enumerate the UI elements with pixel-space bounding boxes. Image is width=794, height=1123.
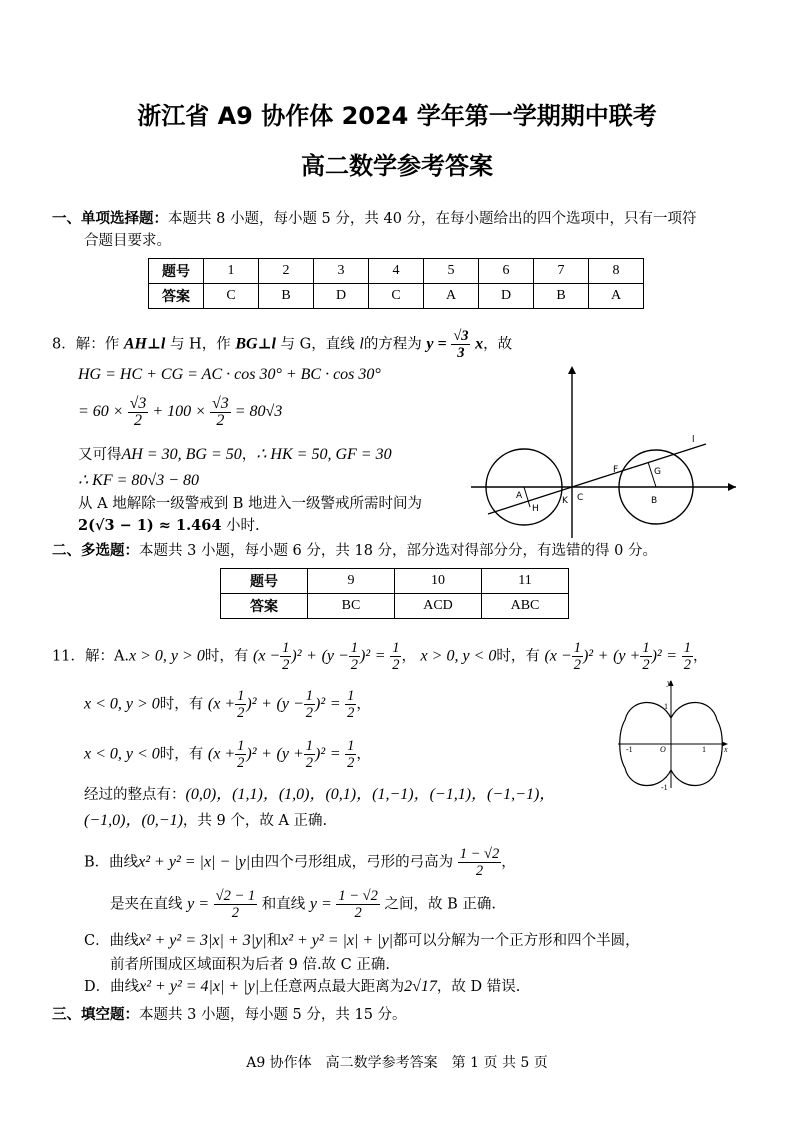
q11-math: (x + [207,695,236,713]
table-header-cell: 答案 [221,594,308,619]
q11-c-line2: 前者所围成区域面积为后者 9 倍.故 C 正确. [110,957,390,973]
table-cell: B [534,284,589,309]
q11-b-line1 [84,846,516,879]
one-half [349,640,360,673]
table-header-cell: 题号 [149,259,204,284]
q11-math: + [597,647,609,665]
q11-text: ， [356,746,371,763]
q11-text: 时，有 [204,648,249,665]
frac-num: 1 [347,738,355,754]
q11-text: 上任意两点最大距离为 [259,979,405,995]
figure-q11 [612,676,734,794]
q8-math: ∴ HK = 50, GF = 30 [256,446,392,463]
label-k: K [562,496,568,506]
q8-text: 又可得 [78,447,122,463]
one-half [640,640,651,673]
q11-math: (y − [276,695,304,713]
frac-den: 2 [392,657,400,673]
q8-line0 [52,328,512,361]
q8-math: AH = 30, BG = 50 [121,446,242,463]
q11-math: (x − [252,647,281,665]
frac-num: 1 [282,640,290,656]
section1-desc1: 本题共 8 小题，每小题 5 分，共 40 分，在每小题给出的四个选项中，只有一项符 [168,211,697,227]
q11-math: = [666,647,678,665]
segment-ah [524,487,530,507]
line-fraction-2 [336,888,380,921]
q11-math: )² [582,647,594,665]
q11-text: ，共 9 个，故 A 正确. [182,813,328,829]
q11-math: x² + y² = |x| − |y| [138,853,251,871]
table-cell: B [259,284,314,309]
table-cell: 3 [314,259,369,284]
q11-math: = [329,745,341,763]
table-cell: 10 [395,569,482,594]
q11-line2 [84,688,371,721]
table-cell: ABC [482,594,569,619]
q11-text: C．曲线 [84,933,139,949]
q8-text: 与 G，直线 [280,336,355,353]
q11-math: )² [315,695,326,713]
q11-intro: 11．解：A. [52,648,130,665]
q11-cond: x < 0, y > 0 [84,695,160,713]
q8-line2-mid: + 100 × [152,403,206,421]
one-half [345,738,356,771]
label-b: B [651,496,658,506]
figure-q8 [468,362,740,540]
frac-num: 1 [237,738,245,754]
q11-math: + [261,745,272,763]
frac-num: 1 [392,640,400,656]
q11-text: ， [401,648,416,665]
table-cell: ACD [395,594,482,619]
q11-points: (−1,0)，(0,−1) [84,812,183,829]
line-l [488,444,706,514]
frac-num: 1 [573,640,581,656]
q8-perp: ⊥ [146,335,161,353]
document-title: 浙江省 A9 协作体 2024 学年第一学期期中联考 [137,102,657,130]
q11-math: )² [291,647,302,665]
q11-b-line2 [110,888,496,921]
q11-text: 时，有 [159,746,204,763]
q11-text: 之间，故 B 正确. [384,896,496,913]
label-f: F [613,465,619,475]
q11-text: 是夹在直线 [110,896,183,913]
frac-den: 2 [237,705,245,721]
q11-text: 经过的整点有： [84,787,186,803]
sqrt3-over-2 [210,396,231,429]
q8-intro: 8．解：作 [52,336,120,353]
q11-math: + [261,695,272,713]
q8-line4: ∴ KF = 80√3 − 80 [78,472,199,489]
frac-den: 2 [216,412,225,429]
q11-math: y = [187,895,210,913]
table-cell: 4 [369,259,424,284]
q11-math: 2√17 [404,978,437,995]
section3-desc: 本题共 3 小题，每小题 5 分，共 15 分。 [139,1007,407,1023]
q11-points-line1 [84,784,555,806]
table-cell: 7 [534,259,589,284]
q11-math: y = [309,895,332,913]
one-half [304,688,315,721]
q11-points: (0,0)，(1,1)，(1,0)，(0,1)，(1,−1)，(−1,1)，(−1,−1)， [185,786,556,803]
q8-line5: 从 A 地解除一级警戒到 B 地进入一级警戒所需时间为 [78,496,423,512]
table-cell: A [589,284,644,309]
frac-num: 1 [642,640,650,656]
q8-ah: AH [123,335,147,353]
frac-num: √2 − 1 [215,888,256,904]
q8-line1: HG = HC + CG = AC · cos 30° + BC · cos 30° [78,366,381,383]
frac-den: 2 [347,755,355,771]
q8-text: 小时. [226,518,260,534]
one-half [345,688,356,721]
one-half [390,640,401,673]
q11-text: 和 [266,933,282,949]
q11-math: (y − [321,647,349,665]
label-a: A [516,491,523,501]
frac-num: √3 [453,328,469,344]
q11-math: = [374,647,386,665]
q11-line3 [84,738,371,771]
document-subtitle: 高二数学参考答案 [301,152,493,180]
q11-math: )² [360,647,371,665]
section3-heading: 三、填空题： [52,1006,139,1023]
frac-num: 1 [350,640,359,656]
frac-den: 2 [354,905,362,921]
arrow-icon [728,483,736,491]
frac-den: 2 [282,657,290,673]
q11-d-line [84,976,520,998]
section2-line [52,540,657,562]
q8-text: 与 H，作 [169,336,231,353]
section2-heading: 二、多选题： [52,542,139,559]
table-cell: 5 [424,259,479,284]
frac-num: 1 [305,738,314,754]
frac-den: 2 [350,657,359,673]
q11-cond: x < 0, y < 0 [84,745,160,763]
q11-math: (y + [276,745,304,763]
section2-desc: 本题共 3 小题，每小题 6 分，共 18 分，部分选对得部分分，有选错的得 0 分。 [139,543,657,559]
q11-text: 时，有 [159,696,204,713]
q8-line2-end: = 80√3 [234,403,283,421]
arrow-icon [568,366,576,374]
q8-text: ， [241,447,257,463]
frac-den: 2 [305,755,314,771]
frac-den: 2 [231,905,239,921]
frac-den: 2 [642,657,650,673]
frac-den: 2 [573,657,581,673]
q11-cond: x > 0, y > 0 [129,647,205,665]
label-o: O [660,745,666,754]
label-1x: 1 [702,745,706,754]
frac-num: 1 [237,688,245,704]
q8-text: ，故 [483,336,513,353]
q11-c-line1 [84,930,640,952]
frac-num: 1 − √2 [338,888,378,904]
label-neg1: -1 [626,745,633,754]
q11-math: = [329,695,341,713]
sqrt3-over-2 [128,396,149,429]
table-cell: 9 [308,569,395,594]
q8-bg: BG [235,335,258,353]
q11-math: + [306,647,317,665]
q11-text: ， [692,648,708,665]
q11-text: 由四个弓形组成，弓形的弓高为 [250,854,454,871]
one-half [280,640,291,673]
table-row [221,594,569,619]
bow-height-fraction [458,846,502,879]
q11-math: )² [315,745,326,763]
q8-line2 [78,396,282,429]
q11-math: (x + [207,745,236,763]
q11-math: (y + [613,647,641,665]
frac-den: 3 [457,345,465,361]
section3-line [52,1004,407,1026]
table-header-cell: 题号 [221,569,308,594]
q8-l: l [271,335,276,353]
label-x: x [724,745,728,754]
section1-line1 [52,208,697,230]
section1-desc2: 合题目要求。 [84,233,171,249]
q11-text: 时，有 [496,648,540,665]
q8-l: l [359,335,364,353]
table-row [221,569,569,594]
q11-text: B．曲线 [84,854,139,871]
table-cell: D [479,284,534,309]
label-g: G [654,467,661,477]
frac-den: 2 [133,412,142,429]
table-cell: C [204,284,259,309]
q11-text: ， [501,854,516,871]
q8-slope-fraction [451,328,470,361]
label-h: H [532,504,539,514]
q11-math: )² [246,695,257,713]
table-cell: 6 [479,259,534,284]
label-1: 1 [664,702,668,711]
frac-num: 1 [305,688,314,704]
one-half [235,688,246,721]
frac-num: √3 [211,395,229,412]
label-y: y [667,678,671,687]
table-cell: 2 [259,259,314,284]
frac-num: 1 [347,688,355,704]
q8-line2-pre: = 60 × [78,403,124,421]
q11-text: D．曲线 [84,979,140,995]
answer-table-1 [148,258,644,309]
q11-line1 [52,640,707,673]
table-header-cell: 答案 [149,284,204,309]
q11-points-line2 [84,810,327,832]
answer-table-2 [220,568,569,619]
one-half [682,640,693,673]
table-cell: A [424,284,479,309]
q8-x: x [475,335,484,353]
q8-y-eq: y = [426,335,447,353]
q8-l: l [160,335,166,353]
q11-cond: x > 0, y < 0 [420,647,497,665]
table-cell: 1 [204,259,259,284]
table-cell: D [314,284,369,309]
page-footer: A9 协作体 高二数学参考答案 第 1 页 共 5 页 [246,1055,548,1071]
q11-math: (x − [544,647,572,665]
q8-perp: ⊥ [257,335,272,353]
q8-time: 2(√3 − 1) ≈ 1.464 [78,517,222,534]
frac-den: 2 [347,705,355,721]
q11-math: )² [246,745,257,763]
table-row [149,284,644,309]
table-row [149,259,644,284]
frac-den: 2 [683,657,691,673]
q11-text: ， [356,696,371,713]
frac-num: √3 [129,395,147,412]
frac-num: 1 [683,640,691,656]
label-l: l [692,435,695,445]
frac-num: 1 − √2 [459,846,500,862]
section1-heading: 一、单项选择题： [52,210,168,227]
q11-math: x² + y² = 3|x| + 3|y| [138,932,267,949]
q8-line3 [78,444,392,466]
table-cell: BC [308,594,395,619]
table-cell: 11 [482,569,569,594]
q8-line6 [78,515,260,537]
q11-text: ，故 D 错误. [436,979,521,995]
q11-text: 都可以分解为一个正方形和四个半圆， [393,933,640,949]
label-neg1y: -1 [661,783,668,792]
q11-math: x² + y² = 4|x| + |y| [139,978,260,995]
q11-text: 和直线 [261,896,306,913]
one-half [235,738,246,771]
frac-den: 2 [237,755,245,771]
table-cell: 8 [589,259,644,284]
q8-text: 的方程为 [363,336,422,353]
frac-den: 2 [305,705,314,721]
one-half [304,738,315,771]
label-c: C [577,493,584,503]
frac-den: 2 [475,863,484,879]
q11-math: x² + y² = |x| + |y| [281,932,394,949]
q11-math: )² [651,647,662,665]
line-fraction-1 [214,888,258,921]
table-cell: C [369,284,424,309]
one-half [572,640,583,673]
